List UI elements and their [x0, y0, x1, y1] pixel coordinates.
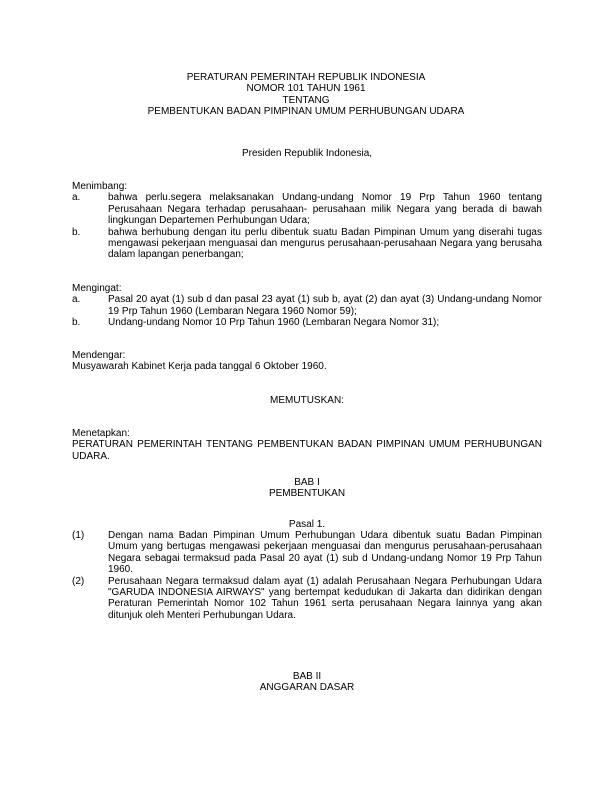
president-line: Presiden Republik Indonesia, — [241, 148, 373, 159]
bab-2-title: ANGGARAN DASAR — [259, 682, 355, 694]
mengingat-heading: Mengingat: — [72, 283, 122, 294]
bab-1-heading — [72, 477, 542, 500]
menetapkan-text: PERATURAN PEMERINTAH TENTANG PEMBENTUKAN BADAN PIMPINAN UMUM PERHUBUNGAN UDARA. — [72, 439, 542, 462]
item-text: Perusahaan Negara termaksud dalam ayat (1) adalah Perusahaan Negara Perhubungan Udara "GARUDA INDONESIA AIRWAYS" yang bertempat kedudukan di Jakarta dan didirikan dengan Peraturan Pemerintah Nomor 102 Tahun 1961 serta perusahaan Negara lainnya yang akan ditunjuk oleh Menteri Perhubungan Udara. — [108, 575, 542, 621]
menetapkan-section — [72, 428, 542, 462]
item-text: Pasal 20 ayat (1) sub d dan pasal 23 ayat (1) sub b, ayat (2) dan ayat (3) Undang-undang Nomor 19 Prp Tahun 1960 (Lembaran Negara 1960 Nomor 59); — [108, 294, 542, 317]
title-line-3: TENTANG — [282, 94, 330, 106]
pasal-1-body — [72, 530, 542, 621]
item-marker: a. — [72, 294, 81, 306]
pasal-1-item-1 — [72, 530, 542, 576]
menimbang-section — [72, 181, 542, 261]
document-title — [0, 72, 612, 118]
bab-1-label: BAB I — [294, 477, 320, 488]
title-line-2: NOMOR 101 TAHUN 1961 — [246, 83, 366, 95]
mendengar-heading: Mendengar: — [72, 350, 126, 361]
item-text: bahwa perlu.segera melaksanakan Undang-undang Nomor 19 Prp Tahun 1960 tentang Perusahaan Negara terhadap perusahaan- perusahaan milik Negara yang berada di bawah lingkungan Departemen Perhubungan Udara; — [108, 192, 542, 227]
mengingat-item-a — [72, 294, 542, 317]
pasal-1-label: Pasal 1. — [288, 519, 326, 530]
item-text: bahwa berhubung dengan itu perlu dibentuk suatu Badan Pimpinan Umum yang diserahi tugas mengawasi pekerjaan menguasai dan mengurus perusahaan-perusahaan Negara yang berusaha dalam lapangan penerbangan; — [108, 226, 542, 261]
menetapkan-heading: Menetapkan: — [72, 428, 130, 439]
menimbang-item-a — [72, 192, 542, 226]
bab-1-title: PEMBENTUKAN — [268, 488, 346, 500]
mendengar-section — [72, 350, 542, 373]
mengingat-item-b — [72, 317, 542, 328]
item-text: Dengan nama Badan Pimpinan Umum Perhubungan Udara dibentuk suatu Badan Pimpinan Umum yang bertugas mengawasi pekerjaan menguasai dan mengurus perusahaan-perusahaan Negara sebagai termaksud pada Pasal 20 ayat (1) sub d Undang-undang Nomor 19 Prp Tahun 1960. — [108, 530, 542, 576]
item-marker: a. — [72, 192, 81, 204]
bab-2-label: BAB II — [292, 671, 322, 682]
title-line-1: PERATURAN PEMERINTAH REPUBLIK INDONESIA — [186, 72, 426, 83]
memutuskan-heading: MEMUTUSKAN: — [270, 395, 344, 406]
item-marker: (1) — [72, 530, 85, 541]
item-marker: b. — [72, 226, 81, 238]
item-text: Undang-undang Nomor 10 Prp Tahun 1960 (Lembaran Negara Nomor 31); — [108, 317, 440, 329]
mendengar-text: Musyawarah Kabinet Kerja pada tanggal 6 Oktober 1960. — [72, 361, 327, 373]
mengingat-section — [72, 283, 542, 329]
menimbang-heading: Menimbang: — [72, 181, 128, 192]
menimbang-item-b — [72, 227, 542, 261]
item-marker: (2) — [72, 575, 85, 587]
bab-2-heading — [72, 671, 542, 694]
title-line-4: PEMBENTUKAN BADAN PIMPINAN UMUM PERHUBUNGAN UDARA — [147, 106, 465, 118]
pasal-1-item-2 — [72, 576, 542, 622]
item-marker: b. — [72, 317, 81, 329]
